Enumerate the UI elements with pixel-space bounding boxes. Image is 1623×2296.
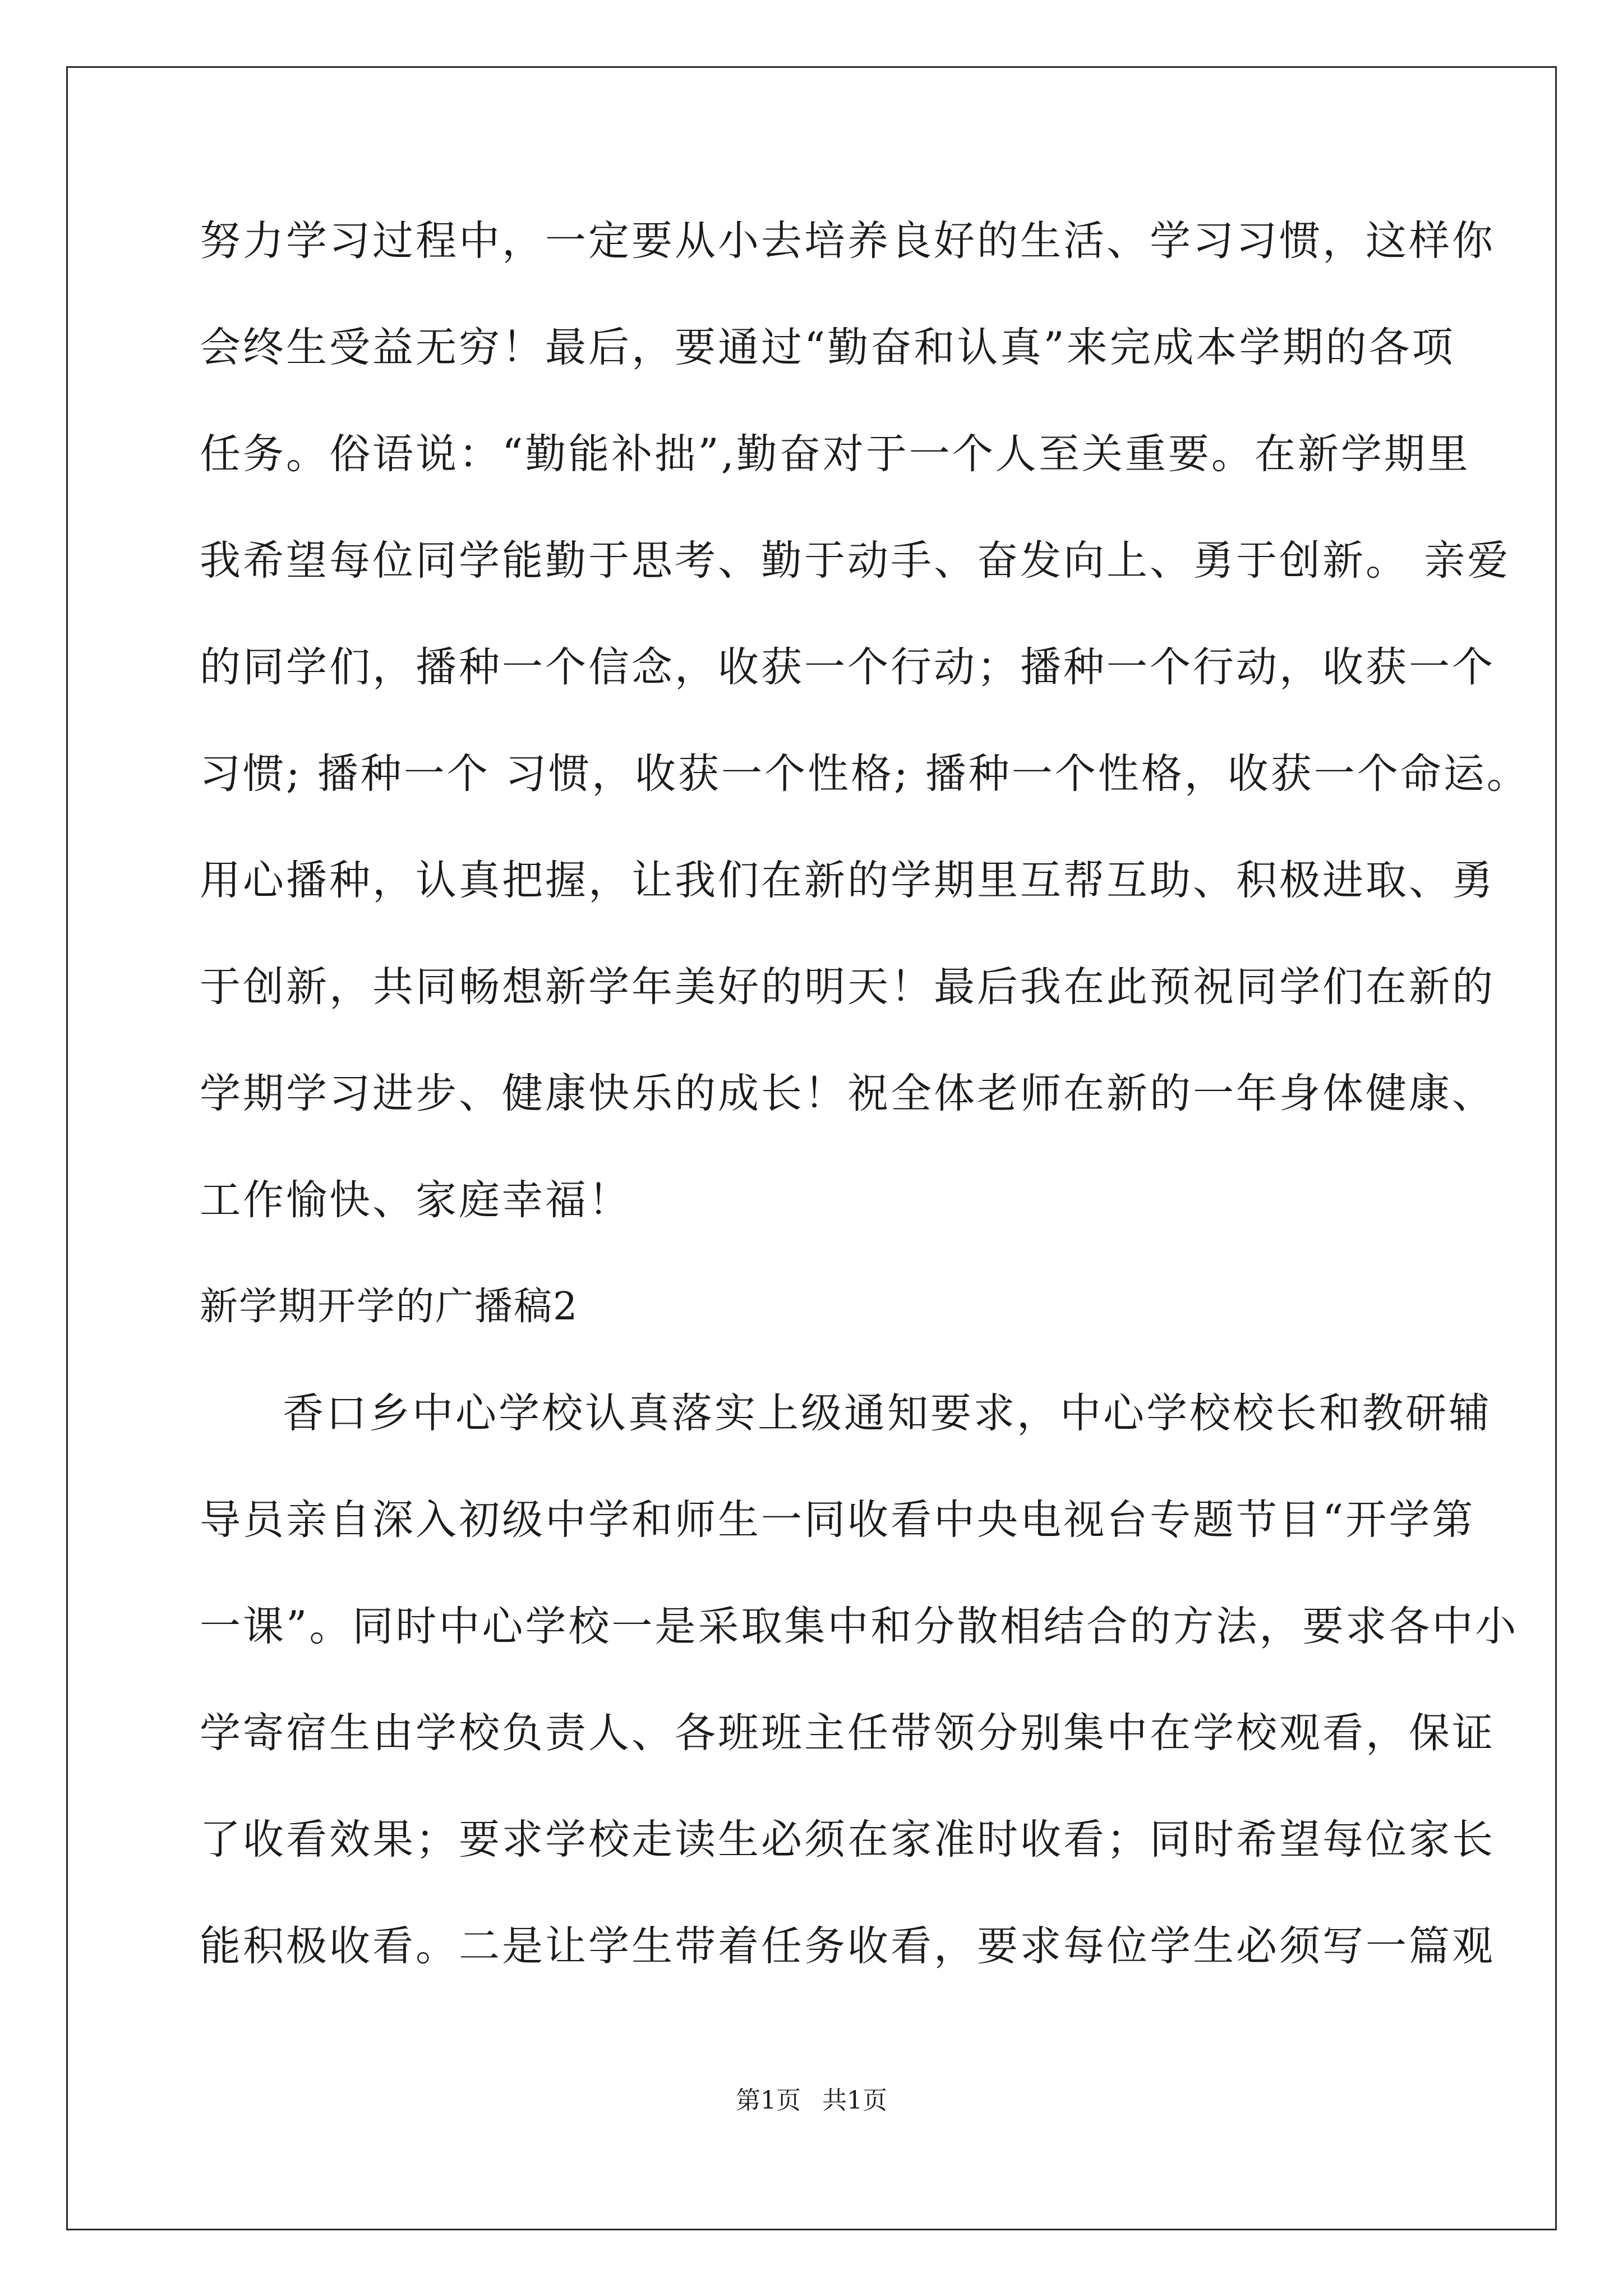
document-body	[200, 188, 1530, 2000]
page-total: 共1页	[822, 2086, 887, 2115]
text-line: 学期学习进步、健康快乐的成长！祝全体老师在新的一年身体健康、	[200, 1070, 1495, 1117]
text-line: 习惯; 播种一个 习惯，收获一个性格; 播种一个性格，收获一个命运。	[200, 750, 1530, 798]
section-heading: 新学期开学的广播稿2	[200, 1285, 579, 1329]
text-line: 能积极收看。二是让学生带着任务收看，要求每位学生必须写一篇观	[200, 1922, 1495, 1970]
text-line: 会终生受益无穷！最后，要通过“勤奋和认真”来完成本学期的各项	[200, 324, 1455, 371]
text-line: 一课”。同时中心学校一是采取集中和分散相结合的方法，要求各中小	[200, 1603, 1519, 1650]
text-line: 努力学习过程中，一定要从小去培养良好的生活、学习习惯，这样你	[200, 217, 1495, 265]
text-line: 导员亲自深入初级中学和师生一同收看中央电视台专题节目“开学第	[200, 1496, 1476, 1544]
text-line: 工作愉快、家庭幸福！	[200, 1176, 631, 1224]
page-footer	[0, 2084, 1623, 2118]
text-line: 学寄宿生由学校负责人、各班班主任带领分别集中在学校观看，保证	[200, 1709, 1495, 1757]
page-number: 第1页	[736, 2086, 801, 2115]
text-line: 香口乡中心学校认真落实上级通知要求，中心学校校长和教研辅	[283, 1389, 1492, 1437]
text-line: 了收看效果；要求学校走读生必须在家准时收看；同时希望每位家长	[200, 1816, 1495, 1864]
text-line: 于创新，共同畅想新学年美好的明天！最后我在此预祝同学们在新的	[200, 963, 1495, 1011]
text-line: 任务。俗语说：“勤能补拙”,勤奋对于一个人至关重要。在新学期里	[200, 430, 1470, 478]
text-line: 的同学们，播种一个信念，收获一个行动；播种一个行动，收获一个	[200, 643, 1495, 691]
text-line: 我希望每位同学能勤于思考、勤于动手、奋发向上、勇于创新。 亲爱	[200, 537, 1511, 585]
text-line: 用心播种，认真把握，让我们在新的学期里互帮互助、积极进取、勇	[200, 857, 1495, 904]
